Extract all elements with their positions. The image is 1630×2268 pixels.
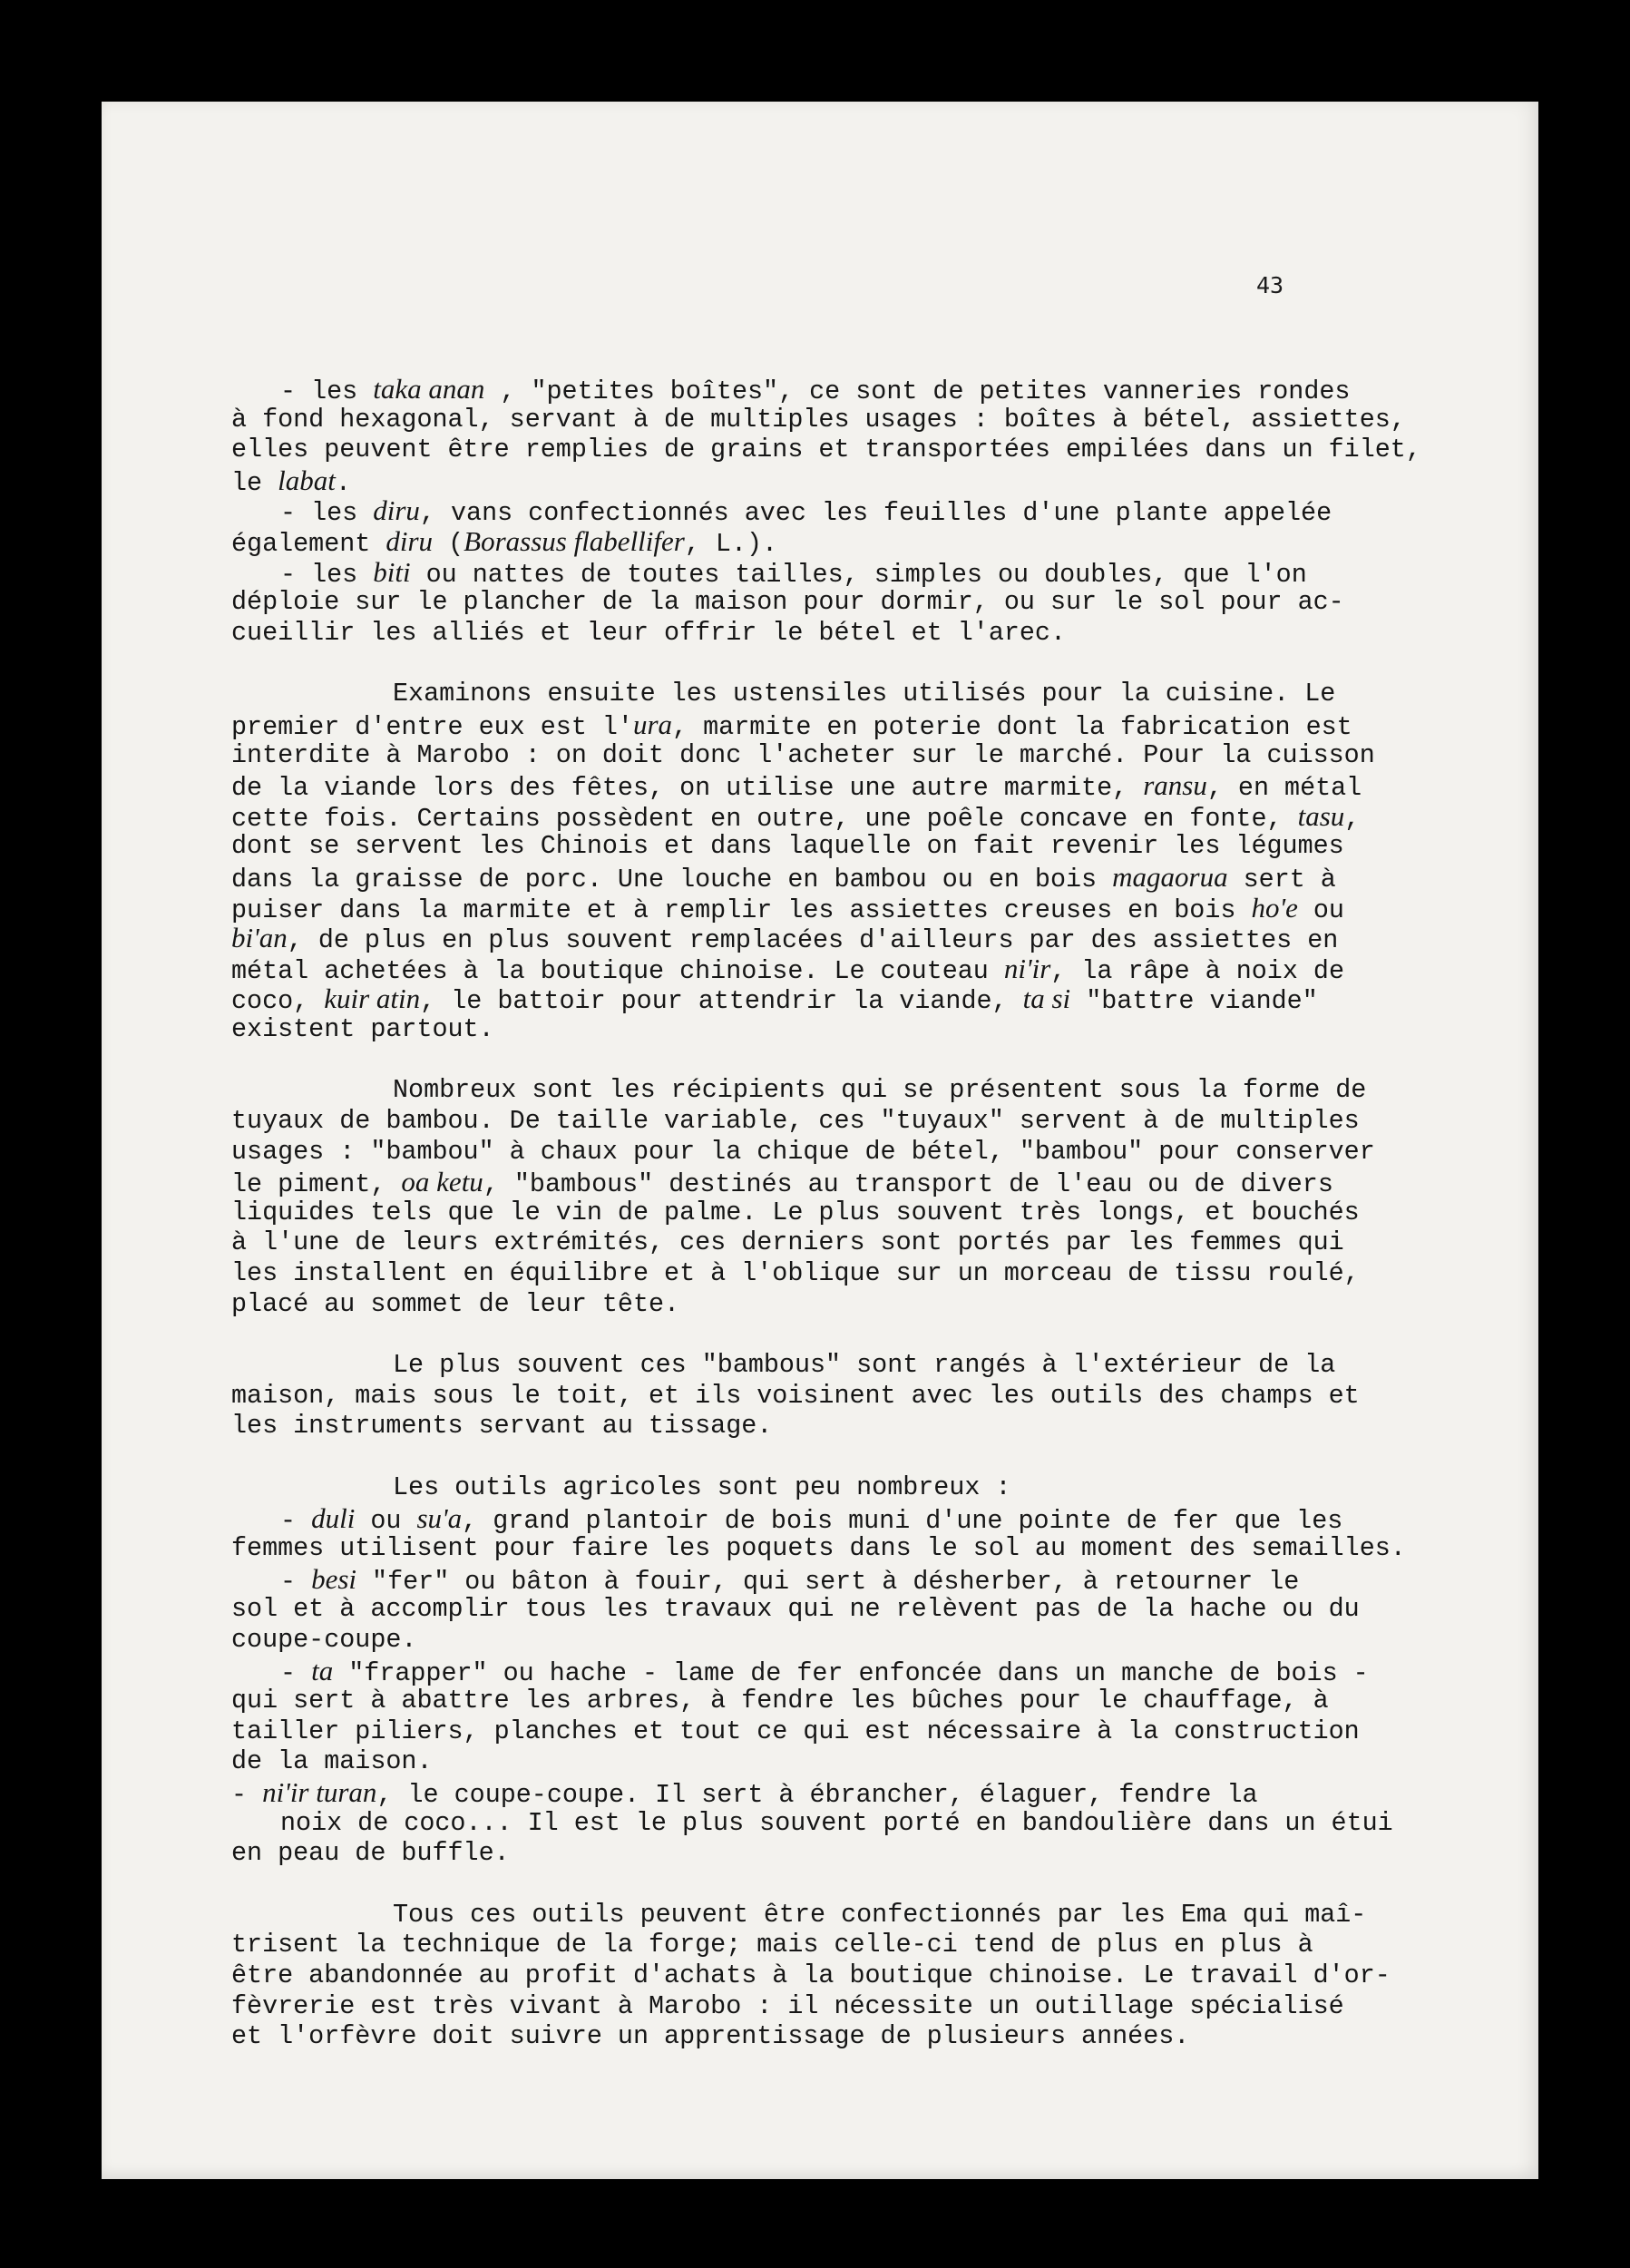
text-run: usages : "bambou" à chaux pour la chique de bétel, "bambou" pour conserver bbox=[231, 1136, 1375, 1167]
text-run: "battre viande" bbox=[1070, 986, 1318, 1017]
text-run: Tous ces outils peuvent être confectionnés par les Ema qui maî- bbox=[393, 1899, 1367, 1930]
text-line bbox=[231, 1625, 1383, 1656]
text-run: tuyaux de bambou. De taille variable, ces "tuyaux" servent à de multiples bbox=[231, 1106, 1360, 1137]
text-line bbox=[231, 526, 1383, 557]
text-run: ou bbox=[1297, 894, 1344, 925]
italic-term: diru bbox=[373, 494, 420, 527]
text-run: existent partout. bbox=[231, 1013, 494, 1044]
text-line bbox=[231, 1838, 1383, 1869]
text-line bbox=[231, 1777, 1383, 1808]
text-run: placé au sommet de leur tête. bbox=[231, 1288, 680, 1319]
text-run: également bbox=[231, 528, 386, 559]
italic-term: labat bbox=[278, 464, 336, 496]
text-line bbox=[231, 1900, 1383, 1931]
text-run: puiser dans la marmite et à remplir les assiettes creuses en bois bbox=[231, 894, 1252, 925]
text-line bbox=[231, 769, 1383, 804]
text-line bbox=[231, 982, 1383, 1017]
italic-term: biti bbox=[373, 555, 411, 588]
text-run: "fer" ou bâton à fouir, qui sert à désherber, à retourner le bbox=[356, 1566, 1300, 1597]
italic-term: bi'an bbox=[231, 922, 288, 954]
text-line bbox=[231, 740, 1383, 771]
text-run: fèvrerie est très vivant à Marobo : il nécessite un outillage spécialisé bbox=[231, 1990, 1344, 2021]
text-line bbox=[231, 557, 1383, 588]
paragraph-gap bbox=[231, 1442, 1383, 1472]
text-run: - les bbox=[280, 376, 374, 406]
text-run: , le coupe-coupe. Il sert à ébrancher, élaguer, fendre la bbox=[376, 1779, 1258, 1810]
text-line bbox=[231, 1167, 1383, 1198]
text-line bbox=[231, 1594, 1383, 1625]
text-line bbox=[231, 1198, 1383, 1228]
text-run: sol et à accomplir tous les travaux qui ne relèvent pas de la hache ou du bbox=[231, 1594, 1360, 1625]
text-run: en peau de buffle. bbox=[231, 1838, 510, 1869]
text-run: coco, bbox=[231, 986, 325, 1017]
text-run: à l'une de leurs extrémités, ces derniers sont portés par les femmes qui bbox=[231, 1227, 1344, 1258]
paragraph-gap bbox=[231, 1869, 1383, 1900]
text-run: "frapper" ou hache - lame de fer enfoncée dans un manche de bois - bbox=[333, 1657, 1369, 1688]
text-line bbox=[231, 1656, 1383, 1686]
text-line bbox=[231, 618, 1383, 649]
text-run: . bbox=[335, 467, 351, 498]
text-run: , vans confectionnés avec les feuilles d'une plante appelée bbox=[419, 498, 1332, 529]
italic-term: taka anan bbox=[373, 373, 485, 405]
text-run: premier d'entre eux est l' bbox=[231, 711, 633, 742]
italic-term: oa ketu bbox=[401, 1166, 483, 1198]
text-run: sert à bbox=[1227, 864, 1336, 894]
text-run: femmes utilisent pour faire les poquets dans le sol au moment des semailles. bbox=[231, 1533, 1406, 1564]
text-line bbox=[231, 1350, 1383, 1381]
text-line bbox=[231, 1930, 1383, 1960]
text-run: tailler piliers, planches et tout ce qui est nécessaire à la construction bbox=[231, 1716, 1360, 1746]
text-line bbox=[231, 1533, 1406, 1564]
italic-term: ta bbox=[311, 1654, 334, 1686]
text-run: Le plus souvent ces "bambous" sont rangés à l'extérieur de la bbox=[393, 1350, 1336, 1381]
text-run: de la viande lors des fêtes, on utilise une autre marmite, bbox=[231, 773, 1144, 804]
text-run: - bbox=[280, 1505, 312, 1536]
text-line bbox=[231, 1472, 1383, 1503]
text-run: , L.). bbox=[684, 528, 778, 559]
text-run: , marmite en poterie dont la fabrication est bbox=[672, 711, 1352, 742]
italic-term: ta si bbox=[1022, 982, 1071, 1015]
text-line bbox=[231, 801, 1383, 832]
text-line bbox=[231, 1381, 1383, 1412]
text-run: qui sert à abattre les arbres, à fendre les bûches pour le chauffage, à bbox=[231, 1686, 1329, 1716]
text-line bbox=[231, 465, 1383, 496]
text-line bbox=[231, 1503, 1383, 1534]
text-line bbox=[231, 1289, 1383, 1320]
text-line bbox=[231, 1807, 1393, 1839]
text-run: métal achetées à la boutique chinoise. Le couteau bbox=[231, 955, 1004, 986]
text-line bbox=[231, 494, 1383, 529]
text-run: et l'orfèvre doit suivre un apprentissage de plusieurs années. bbox=[231, 2021, 1190, 2052]
text-run: dont se servent les Chinois et dans laquelle on fait revenir les légumes bbox=[231, 831, 1344, 862]
text-run: - les bbox=[280, 498, 374, 529]
italic-term: ransu bbox=[1143, 769, 1207, 802]
body-text bbox=[231, 373, 1421, 2052]
text-run: ou nattes de toutes tailles, simples ou doubles, que l'on bbox=[410, 559, 1307, 590]
text-line bbox=[231, 1960, 1391, 1991]
text-run: déploie sur le plancher de la maison pour dormir, ou sur le sol pour ac- bbox=[231, 587, 1344, 618]
text-line bbox=[231, 1991, 1383, 2022]
italic-term: besi bbox=[311, 1562, 357, 1595]
italic-term: tasu bbox=[1297, 799, 1345, 832]
text-line bbox=[231, 831, 1383, 862]
italic-term: ho'e bbox=[1251, 891, 1298, 924]
paragraph-gap bbox=[231, 1044, 1383, 1075]
text-line bbox=[231, 404, 1406, 435]
text-run: dans la graisse de porc. Une louche en bambou ou en bois bbox=[231, 864, 1113, 894]
text-line bbox=[231, 587, 1383, 618]
paragraph-gap bbox=[231, 648, 1383, 679]
italic-term: kuir atin bbox=[324, 982, 421, 1015]
text-line bbox=[231, 1227, 1383, 1258]
text-line bbox=[231, 893, 1383, 924]
text-run: ou bbox=[355, 1505, 417, 1536]
text-run: liquides tels que le vin de palme. Le plus souvent très longs, et bouchés bbox=[231, 1197, 1360, 1227]
text-run: , la râpe à noix de bbox=[1050, 955, 1344, 986]
text-line bbox=[231, 1014, 1383, 1045]
text-run: , "petites boîtes", ce sont de petites vanneries rondes bbox=[484, 376, 1351, 406]
text-line bbox=[231, 679, 1383, 709]
italic-term: Borassus flabellifer bbox=[464, 524, 685, 557]
italic-term: duli bbox=[311, 1501, 356, 1534]
page-number: 43 bbox=[1256, 272, 1284, 298]
italic-term: ni'ir turan bbox=[262, 1775, 377, 1808]
text-run: - bbox=[231, 1779, 263, 1810]
text-run: , de plus en plus souvent remplacées d'ailleurs par des assiettes en bbox=[287, 925, 1339, 956]
text-line bbox=[231, 953, 1383, 984]
italic-term: ni'ir bbox=[1003, 952, 1051, 984]
text-run: les instruments servant au tissage. bbox=[231, 1411, 773, 1442]
text-run: elles peuvent être remplies de grains et transportées empilées dans un filet, bbox=[231, 435, 1421, 465]
text-run: Examinons ensuite les ustensiles utilisés pour la cuisine. Le bbox=[393, 679, 1336, 709]
text-run: , le battoir pour attendrir la viande, bbox=[420, 986, 1023, 1017]
text-run: le piment, bbox=[231, 1169, 402, 1200]
text-run: , "bambous" destinés au transport de l'eau ou de divers bbox=[483, 1169, 1333, 1200]
text-line bbox=[231, 922, 1383, 956]
text-line bbox=[231, 435, 1421, 465]
text-line bbox=[231, 1564, 1383, 1595]
text-run: les installent en équilibre et à l'oblique sur un morceau de tissu roulé, bbox=[231, 1258, 1360, 1289]
text-run: cueillir les alliés et leur offrir le bétel et l'arec. bbox=[231, 617, 1067, 648]
italic-term: diru bbox=[386, 524, 434, 557]
text-run: - bbox=[280, 1566, 312, 1597]
text-line bbox=[231, 862, 1383, 893]
text-run: coupe-coupe. bbox=[231, 1624, 417, 1655]
text-run: noix de coco... Il est le plus souvent porté en bandoulière dans un étui bbox=[280, 1807, 1393, 1838]
text-run: - bbox=[280, 1657, 312, 1688]
text-run: trisent la technique de la forge; mais celle-ci tend de plus en plus à bbox=[231, 1930, 1313, 1960]
text-line bbox=[231, 1075, 1383, 1106]
text-run: le bbox=[231, 467, 278, 498]
text-run: être abandonnée au profit d'achats à la boutique chinoise. Le travail d'or- bbox=[231, 1960, 1391, 1990]
text-line bbox=[231, 2021, 1383, 2052]
text-run: - les bbox=[280, 559, 374, 590]
text-run: Les outils agricoles sont peu nombreux : bbox=[393, 1472, 1011, 1502]
text-run: maison, mais sous le toit, et ils voisinent avec les outils des champs et bbox=[231, 1380, 1360, 1411]
text-line bbox=[231, 1411, 1383, 1442]
italic-term: magaorua bbox=[1112, 860, 1228, 893]
text-line bbox=[231, 1106, 1383, 1137]
italic-term: ura bbox=[632, 708, 673, 740]
paragraph-gap bbox=[231, 1319, 1383, 1350]
text-line bbox=[231, 1746, 1383, 1777]
text-run: , grand plantoir de bois muni d'une pointe de fer que les bbox=[462, 1505, 1343, 1536]
text-line bbox=[231, 1686, 1383, 1716]
text-line bbox=[231, 1716, 1383, 1747]
text-run: cette fois. Certains possèdent en outre, une poêle concave en fonte, bbox=[231, 803, 1298, 834]
text-line bbox=[231, 1258, 1383, 1289]
text-run: , en métal bbox=[1206, 773, 1362, 804]
text-run: ( bbox=[433, 528, 464, 559]
text-run: à fond hexagonal, servant à de multiples usages : boîtes à bétel, assiettes, bbox=[231, 404, 1406, 435]
italic-term: su'a bbox=[416, 1501, 463, 1534]
text-run: de la maison. bbox=[231, 1746, 433, 1777]
text-run: , bbox=[1344, 803, 1361, 834]
text-run: Nombreux sont les récipients qui se présentent sous la forme de bbox=[393, 1075, 1367, 1106]
text-line bbox=[231, 1137, 1383, 1168]
text-line bbox=[231, 374, 1383, 405]
text-run: interdite à Marobo : on doit donc l'acheter sur le marché. Pour la cuisson bbox=[231, 739, 1375, 770]
text-line bbox=[231, 709, 1383, 740]
